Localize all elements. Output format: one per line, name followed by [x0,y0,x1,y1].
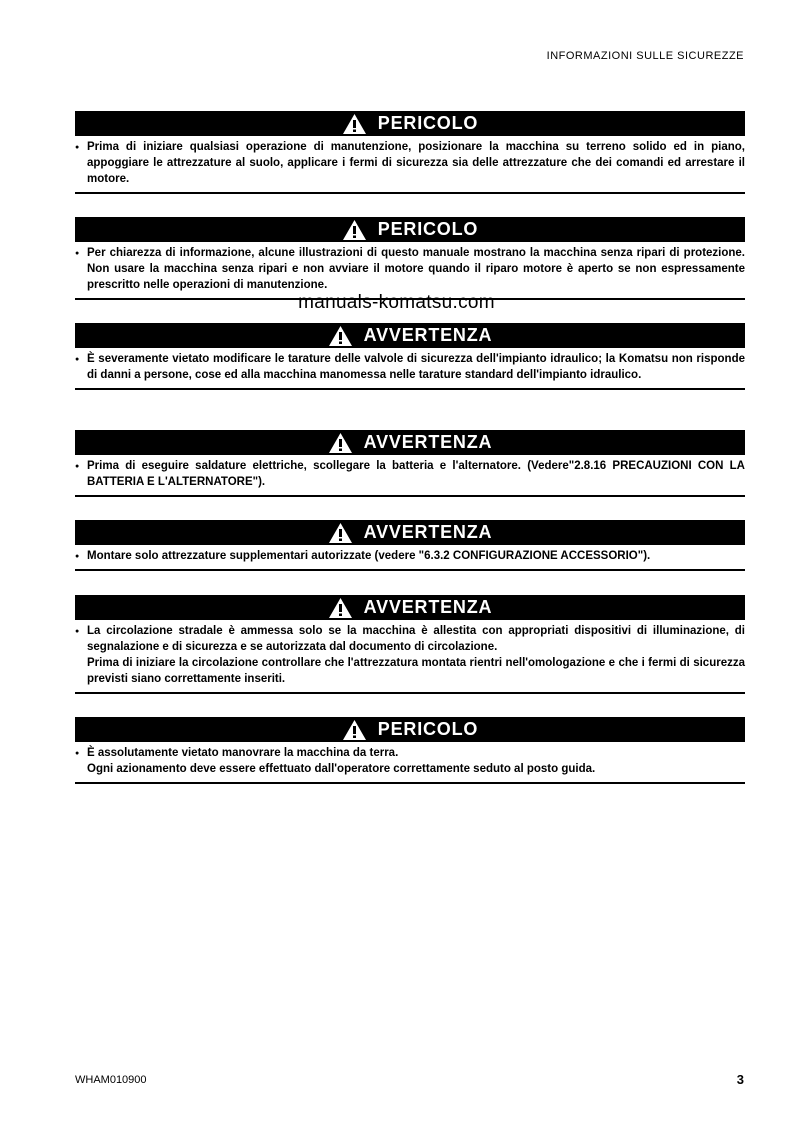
warning-text: ● Prima di eseguire saldature elettriche, scollegare la batteria e l'alternatore. (Vedere"2.8.16 PRECAUZIONI CON LA BATTERIA E L'ALTERNATORE"). [75,458,745,490]
warning-text: ● Prima di iniziare qualsiasi operazione di manutenzione, posizionare la macchina su terreno solido ed in piano, appoggiare le attrezzature al suolo, applicare i fermi di sicurezza sia delle attrezzature che dei comandi ed arrestare il motore. [75,139,745,187]
warning-body [75,455,745,497]
warning-text: ● Montare solo attrezzature supplementari autorizzate (vedere "6.3.2 CONFIGURAZIONE ACCESSORIO"). [75,548,745,564]
warning-triangle-icon [342,113,367,135]
warning-triangle-icon [328,597,353,619]
warning-block-2 [75,217,745,300]
warning-text: ● È assolutamente vietato manovrare la macchina da terra. [75,745,745,761]
warning-block-6 [75,595,745,694]
document-code: WHAM010900 [75,1074,147,1086]
warning-level-label: AVVERTENZA [363,432,493,452]
page-header-section-title: INFORMAZIONI SULLE SICUREZZE [546,50,744,62]
warning-block-4 [75,430,745,497]
warning-body [75,742,745,784]
warning-triangle-icon [328,432,353,454]
warning-header-bar [75,520,745,545]
warning-triangle-icon [342,719,367,741]
warning-text: ● La circolazione stradale è ammessa solo se la macchina è allestita con appropriati dispositivi di illuminazione, di segnalazione e di sicurezza e se autorizzata dal documento di circolazione. [75,623,745,655]
watermark-text: manuals-komatsu.com [298,292,495,313]
warning-level-label: AVVERTENZA [363,597,493,617]
warning-level-label: PERICOLO [377,219,479,239]
warning-text-continuation: Ogni azionamento deve essere effettuato dall'operatore correttamente seduto al posto guida. [87,763,596,775]
warning-block-5 [75,520,745,571]
warning-header-bar [75,595,745,620]
warning-text: ● È severamente vietato modificare le tarature delle valvole di sicurezza dell'impianto idraulico; la Komatsu non risponde di danni a persone, cose ed alla macchina manomessa nelle tarature standard dell'impianto idraulico. [75,351,745,383]
warning-triangle-icon [342,219,367,241]
warning-level-label: AVVERTENZA [363,522,493,542]
warning-level-label: PERICOLO [377,719,479,739]
warning-text-continuation: Prima di iniziare la circolazione controllare che l'attrezzatura montata rientri nell'omologazione e che i fermi di sicurezza previsti siano correttamente inseriti. [87,657,745,685]
warning-header-bar [75,217,745,242]
warning-header-bar [75,430,745,455]
warning-body [75,620,745,694]
warning-block-7 [75,717,745,784]
warning-header-bar [75,111,745,136]
warning-header-bar [75,717,745,742]
warning-block-1 [75,111,745,194]
warning-triangle-icon [328,522,353,544]
warning-level-label: AVVERTENZA [363,325,493,345]
warning-text: ● Per chiarezza di informazione, alcune illustrazioni di questo manuale mostrano la macchina senza ripari di protezione. Non usare la macchina senza ripari e non avviare il motore quando il riparo motore è aperto se non espressamente prescritto nelle operazioni di manutenzione. [75,245,745,293]
warning-triangle-icon [328,325,353,347]
warning-body [75,545,745,571]
warning-level-label: PERICOLO [377,113,479,133]
warning-body [75,136,745,194]
warning-header-bar [75,323,745,348]
warning-body [75,348,745,390]
page-number: 3 [736,1072,744,1087]
warning-block-3 [75,323,745,390]
